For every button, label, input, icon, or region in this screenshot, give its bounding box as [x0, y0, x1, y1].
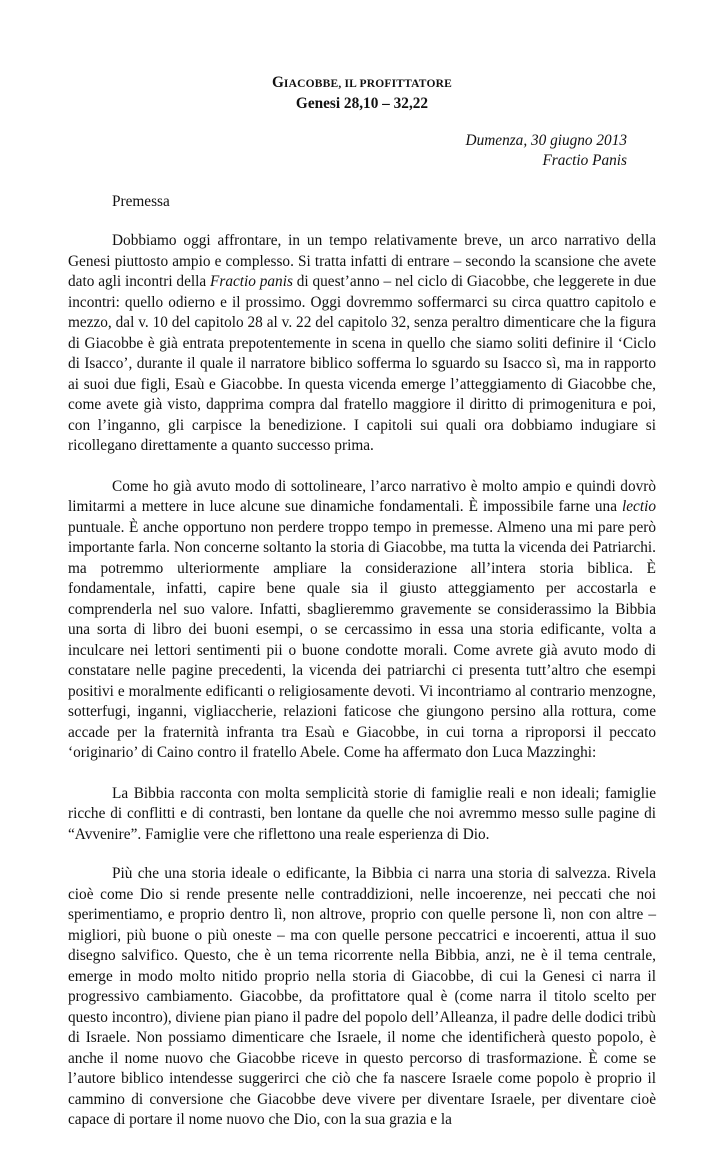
block-quote: La Bibbia racconta con molta semplicità storie di famiglie reali e non ideali; famiglie ricche di conflitti e di contrasti, ben lontane da quelle che noi avremmo messo sulle pagine di “Avvenire”. Famiglie vere che riflettono una reale esperienza di Dio.: [68, 784, 656, 843]
italic-lectio: lectio: [622, 498, 656, 515]
place-date: Dumenza, 30 giugno 2013: [465, 132, 627, 149]
title-block: [0, 73, 724, 113]
scripture-reference: Genesi 28,10 – 32,22: [295, 95, 429, 112]
paragraph-3: Più che una storia ideale o edificante, la Bibbia ci narra una storia di salvezza. Rivela cioè come Dio si rende presente nelle contraddizioni, nelle incoerenze, nei peccati che noi sperimentiamo, e proprio dentro lì, non altrove, proprio con quelle persone lì, non con altre – migliori, più buone o più oneste – ma con quelle persone peccatrici e incoerenti, attua il suo disegno salvifico. Questo, che è un tema ricorrente nella Bibbia, anzi, ne è il tema centrale, emerge in modo molto nitido proprio nella storia di Giacobbe, di cui la Genesi ci narra il progressivo cambiamento. Giacobbe, da profittatore qual è (come narra il titolo scelto per questo incontro), diviene pian piano il padre del popolo dell’Alleanza, il padre delle dodici tribù di Israele. Non possiamo dimenticare che Israele, il nome che identificherà questo popolo, è anche il nome nuovo che Giacobbe riceve in questo percorso di trasformazione. È come se l’autore biblico intendesse suggerirci che ciò che fa nascere Israele come popolo è proprio il cammino di conversione che Giacobbe deve vivere per diventare Israele, per diventare cioè capace di portare il nome nuovo che Dio, con la sua grazia e la: [68, 865, 656, 1128]
paragraph-1: Dobbiamo oggi affrontare, in un tempo relativamente breve, un arco narrativo della Genesi piuttosto ampio e complesso. Si tratta infatti di entrare – secondo la scansione che avete dato agli incontri della Fractio panis di quest’anno – nel ciclo di Giacobbe, che leggerete in due incontri: quello odierno e il prossimo. Oggi dovremmo soffermarci su circa quattro capitolo e mezzo, dal v. 10 del capitolo 28 al v. 22 del capitolo 32, senza peraltro dimenticare che la figura di Giacobbe è già entrata prepotentemente in scena in quello che siamo soliti definire il ‘Ciclo di Isacco’, durante il quale il narratore biblico sofferma lo sguardo su Isacco sì, ma in rapporto ai suoi due figli, Esaù e Giacobbe. In questa vicenda emerge l’atteggiamento di Giacobbe che, come avete già visto, dapprima compra dal fratello maggiore il diritto di primogenitura e poi, con l’inganno, gli carpisce la benedizione. I capitoli sui quali ora dobbiamo indugiare si ricollegano direttamente a quanto successo prima.: [68, 232, 656, 454]
section-heading: Premessa: [112, 193, 170, 210]
italic-fractio-panis: Fractio panis: [210, 273, 293, 290]
event-name: Fractio Panis: [542, 152, 627, 169]
paragraph-2: Come ho già avuto modo di sottolineare, l’arco narrativo è molto ampio e quindi dovrò limitarmi a mettere in luce alcune sue dinamiche fondamentali. È impossibile farne una lectio puntuale. È anche opportuno non perdere troppo tempo in premesse. Almeno una mi pare però importante farla. Non concerne soltanto la storia di Giacobbe, ma tutta la vicenda dei Patriarchi. ma potremmo ulteriormente ampliare la considerazione all’intera storia biblica. È fondamentale, infatti, capire bene quale sia il giusto atteggiamento per accostarla e comprenderla nel suo valore. Infatti, sbaglieremmo gravemente se considerassimo la Bibbia una sorta di libro dei buoni esempi, o se cercassimo in essa una storia edificante, volta a inculcare nei lettori sentimenti pii o buone condotte morali. Come avrete già avuto modo di constatare nelle pagine precedenti, la vicenda dei patriarchi ci presenta tutt’altro che esempi positivi e moralmente edificanti o religiosamente devoti. Vi incontriamo al contrario menzogne, sotterfugi, inganni, vigliaccherie, relazioni faticose che giungono persino alla rottura, come accade per la fraternità infranta tra Esaù e Giacobbe, in cui torna a riproporsi il peccato ‘originario’ di Caino contro il fratello Abele. Come ha affermato don Luca Mazzinghi:: [68, 477, 656, 761]
body-text: [68, 231, 656, 1151]
document-title: GIACOBBE, IL PROFITTATORE: [272, 74, 452, 91]
title-small-caps: IACOBBE, IL PROFITTATORE: [283, 78, 452, 90]
dateline: [466, 131, 627, 171]
